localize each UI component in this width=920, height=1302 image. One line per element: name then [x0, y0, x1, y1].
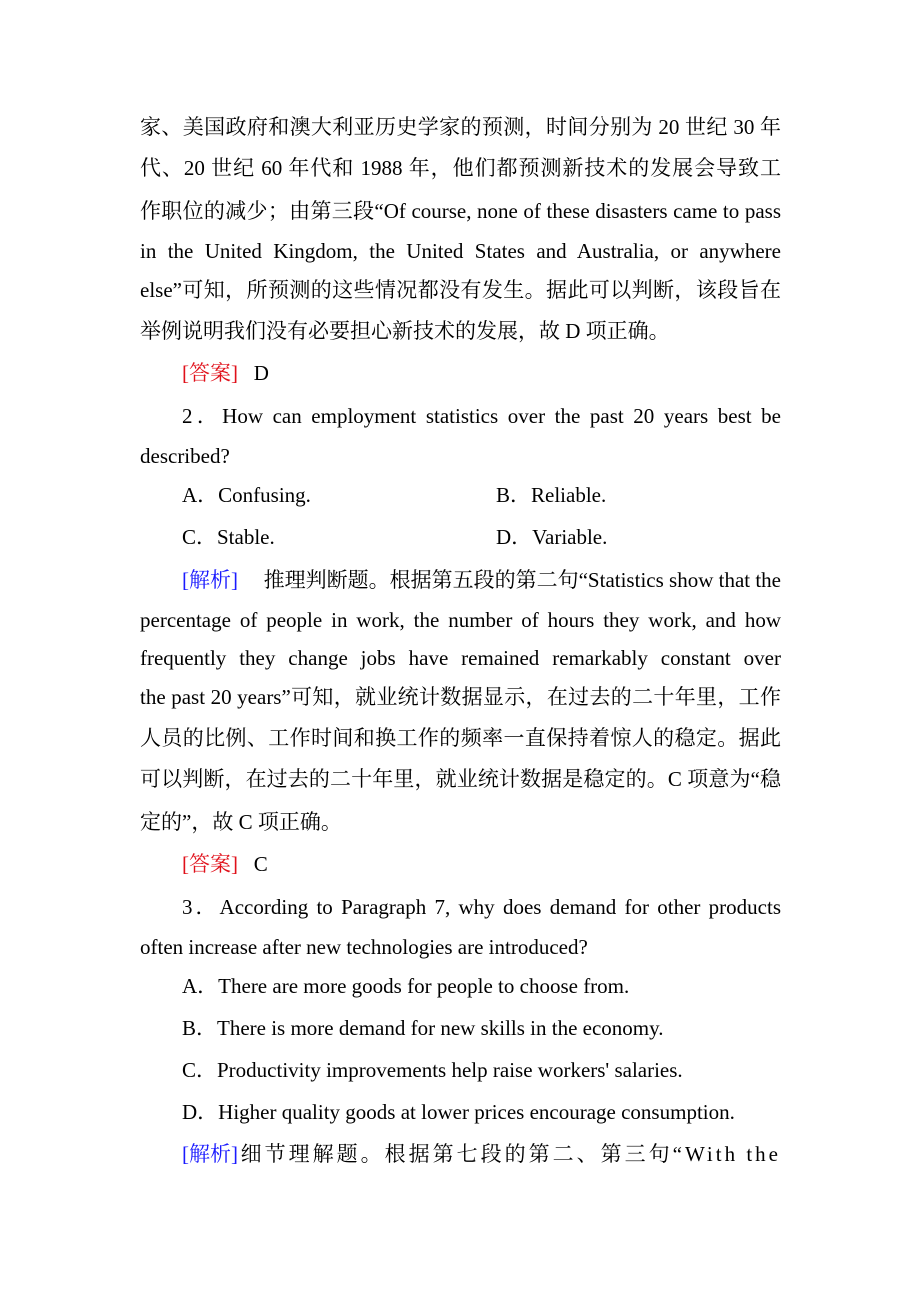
option-d: D．Variable.: [496, 525, 608, 549]
text-line: frequently they change jobs have remained remarkably constant over: [140, 646, 781, 670]
answer-label: [答案]: [182, 361, 238, 385]
text-line: the past 20 years”可知，就业统计数据显示，在过去的二十年里，工作: [140, 685, 781, 709]
question-stem: described?: [140, 444, 230, 468]
analysis-text: 细节理解题。根据第七段的第二、第三句“With the: [240, 1142, 781, 1166]
analysis-label: [解析]: [182, 568, 238, 592]
analysis-text: 推理判断题。根据第五段的第二句“Statistics show that the: [263, 568, 781, 592]
text-line: 举例说明我们没有必要担心新技术的发展，故 D 项正确。: [140, 319, 670, 343]
option-b: B．There is more demand for new skills in the economy.: [182, 1016, 664, 1040]
analysis-line: [182, 567, 781, 593]
option-c: C．Productivity improvements help raise workers' salaries.: [182, 1058, 683, 1082]
text-line: 可以判断，在过去的二十年里，就业统计数据是稳定的。C 项意为“稳: [140, 767, 781, 791]
option-a: A．Confusing.: [182, 483, 311, 507]
option-b: B．Reliable.: [496, 483, 607, 507]
text-line: in the United Kingdom, the United States and Australia, or anywhere: [140, 239, 781, 263]
answer-line: [182, 360, 781, 386]
text-line: else”可知，所预测的这些情况都没有发生。据此可以判断，该段旨在: [140, 278, 781, 302]
text-line: 代、20 世纪 60 年代和 1988 年，他们都预测新技术的发展会导致工: [140, 156, 781, 180]
answer-label: [答案]: [182, 852, 238, 876]
question-stem: often increase after new technologies are introduced?: [140, 935, 588, 959]
text-line: percentage of people in work, the number of hours they work, and how: [140, 608, 781, 632]
text-line: 定的”，故 C 项正确。: [140, 810, 342, 834]
analysis-line: [182, 1141, 781, 1167]
option-a: A．There are more goods for people to choose from.: [182, 974, 630, 998]
question-stem: 2．How can employment statistics over the past 20 years best be: [182, 404, 781, 428]
option-c: C．Stable.: [182, 525, 275, 549]
answer-value: D: [253, 361, 269, 385]
option-d: D．Higher quality goods at lower prices encourage consumption.: [182, 1100, 735, 1124]
text-line: 作职位的减少；由第三段“Of course, none of these disasters came to pass: [140, 199, 781, 223]
answer-line: [182, 851, 781, 877]
question-stem: 3．According to Paragraph 7, why does demand for other products: [182, 895, 781, 919]
analysis-label: [解析]: [182, 1142, 238, 1166]
answer-value: C: [253, 852, 268, 876]
text-line: 人员的比例、工作时间和换工作的频率一直保持着惊人的稳定。据此: [140, 726, 781, 750]
text-line: 家、美国政府和澳大利亚历史学家的预测，时间分别为 20 世纪 30 年: [140, 115, 781, 139]
